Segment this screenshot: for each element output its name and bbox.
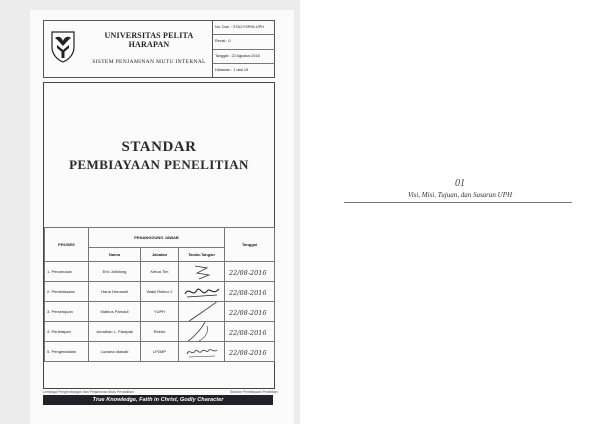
table-row bbox=[45, 282, 275, 302]
meta-doc-number: No. Dok. : STA17/SPMI-UPH bbox=[213, 21, 275, 35]
table-row bbox=[45, 262, 275, 282]
col-header-nama: Nama bbox=[89, 248, 141, 262]
cell-proses: 2. Pemeriksaan bbox=[45, 282, 89, 302]
table-row bbox=[45, 322, 275, 342]
signature-2 bbox=[179, 282, 225, 302]
cell-proses: 3. Persetujuan bbox=[45, 302, 89, 322]
date-text: 22/08-2016 bbox=[229, 269, 267, 277]
table-row bbox=[45, 302, 275, 322]
cell-jabatan: YUPH bbox=[141, 302, 179, 322]
document-title-line1: STANDAR bbox=[121, 139, 197, 155]
date-text: 22/08-2016 bbox=[229, 309, 267, 317]
col-header-jabatan: Jabatan bbox=[141, 248, 179, 262]
section-divider bbox=[344, 202, 572, 203]
signature-1 bbox=[179, 262, 225, 282]
university-logo-icon bbox=[48, 29, 78, 63]
cell-tanggal bbox=[225, 302, 275, 322]
date-text: 22/08-2016 bbox=[229, 329, 267, 337]
approval-table bbox=[44, 227, 275, 362]
cell-tanggal bbox=[225, 282, 275, 302]
meta-revision: Revisi : 0 bbox=[213, 35, 275, 49]
table-row bbox=[45, 342, 275, 362]
cell-jabatan: Wakil Rektor 2 bbox=[141, 282, 179, 302]
col-header-tanggal: Tanggal bbox=[225, 228, 275, 262]
cell-nama: Jonathan L. Parapak bbox=[89, 322, 141, 342]
system-name: SISTEM PENJAMINAN MUTU INTERNAL bbox=[92, 59, 206, 65]
cell-jabatan: Ketua Tim bbox=[141, 262, 179, 282]
cover-frame bbox=[43, 82, 275, 389]
footer-document-name: Standar Pembiayaan Penelitian bbox=[230, 390, 278, 394]
document-title-line2: PEMBIAYAAN PENELITIAN bbox=[69, 157, 249, 172]
cell-tanggal bbox=[225, 262, 275, 282]
cell-nama: Hana Horowati bbox=[89, 282, 141, 302]
cell-nama: Eric Jobiliong bbox=[89, 262, 141, 282]
cell-proses: 5. Pengendalian bbox=[45, 342, 89, 362]
date-text: 22/08-2016 bbox=[229, 289, 267, 297]
cell-signature bbox=[179, 322, 225, 342]
cell-signature bbox=[179, 262, 225, 282]
cell-jabatan: Rektor bbox=[141, 322, 179, 342]
cell-tanggal bbox=[225, 342, 275, 362]
section-number: 01 bbox=[455, 178, 465, 189]
cell-signature bbox=[179, 342, 225, 362]
footer-institution: Lembaga Pengembangan dan Penjaminan Mutu Pendidikan bbox=[43, 390, 134, 394]
cell-signature bbox=[179, 302, 225, 322]
col-header-penanggung-jawab: PENANGGUNG JAWAB bbox=[89, 228, 225, 248]
col-header-tanda-tangan: Tanda-Tangan bbox=[179, 248, 225, 262]
signature-4 bbox=[179, 322, 225, 342]
document-meta bbox=[212, 21, 275, 77]
cell-nama: Luciana Idawati bbox=[89, 342, 141, 362]
cell-signature bbox=[179, 282, 225, 302]
cell-jabatan: LP2MP bbox=[141, 342, 179, 362]
university-name: UNIVERSITAS PELITA HARAPAN bbox=[104, 31, 194, 49]
cell-tanggal bbox=[225, 322, 275, 342]
cell-proses: 1. Perumusan bbox=[45, 262, 89, 282]
motto-band: True Knowledge, Faith in Christ, Godly Character bbox=[43, 395, 273, 405]
signature-5 bbox=[179, 342, 225, 362]
date-text: 22/08-2016 bbox=[229, 349, 267, 357]
meta-page: Halaman : 1 dari 15 bbox=[215, 67, 249, 72]
cell-nama: Markus Parnadi bbox=[89, 302, 141, 322]
section-title: Visi, Misi, Tujuan, dan Sasaran UPH bbox=[407, 191, 513, 199]
document-header bbox=[43, 20, 275, 78]
cell-proses: 4. Penetapan bbox=[45, 322, 89, 342]
col-header-proses: PROSES bbox=[45, 228, 89, 262]
document-page bbox=[30, 10, 294, 424]
meta-date: Tanggal : 22 Agustus 2016 bbox=[213, 50, 275, 64]
signature-3 bbox=[179, 302, 225, 322]
